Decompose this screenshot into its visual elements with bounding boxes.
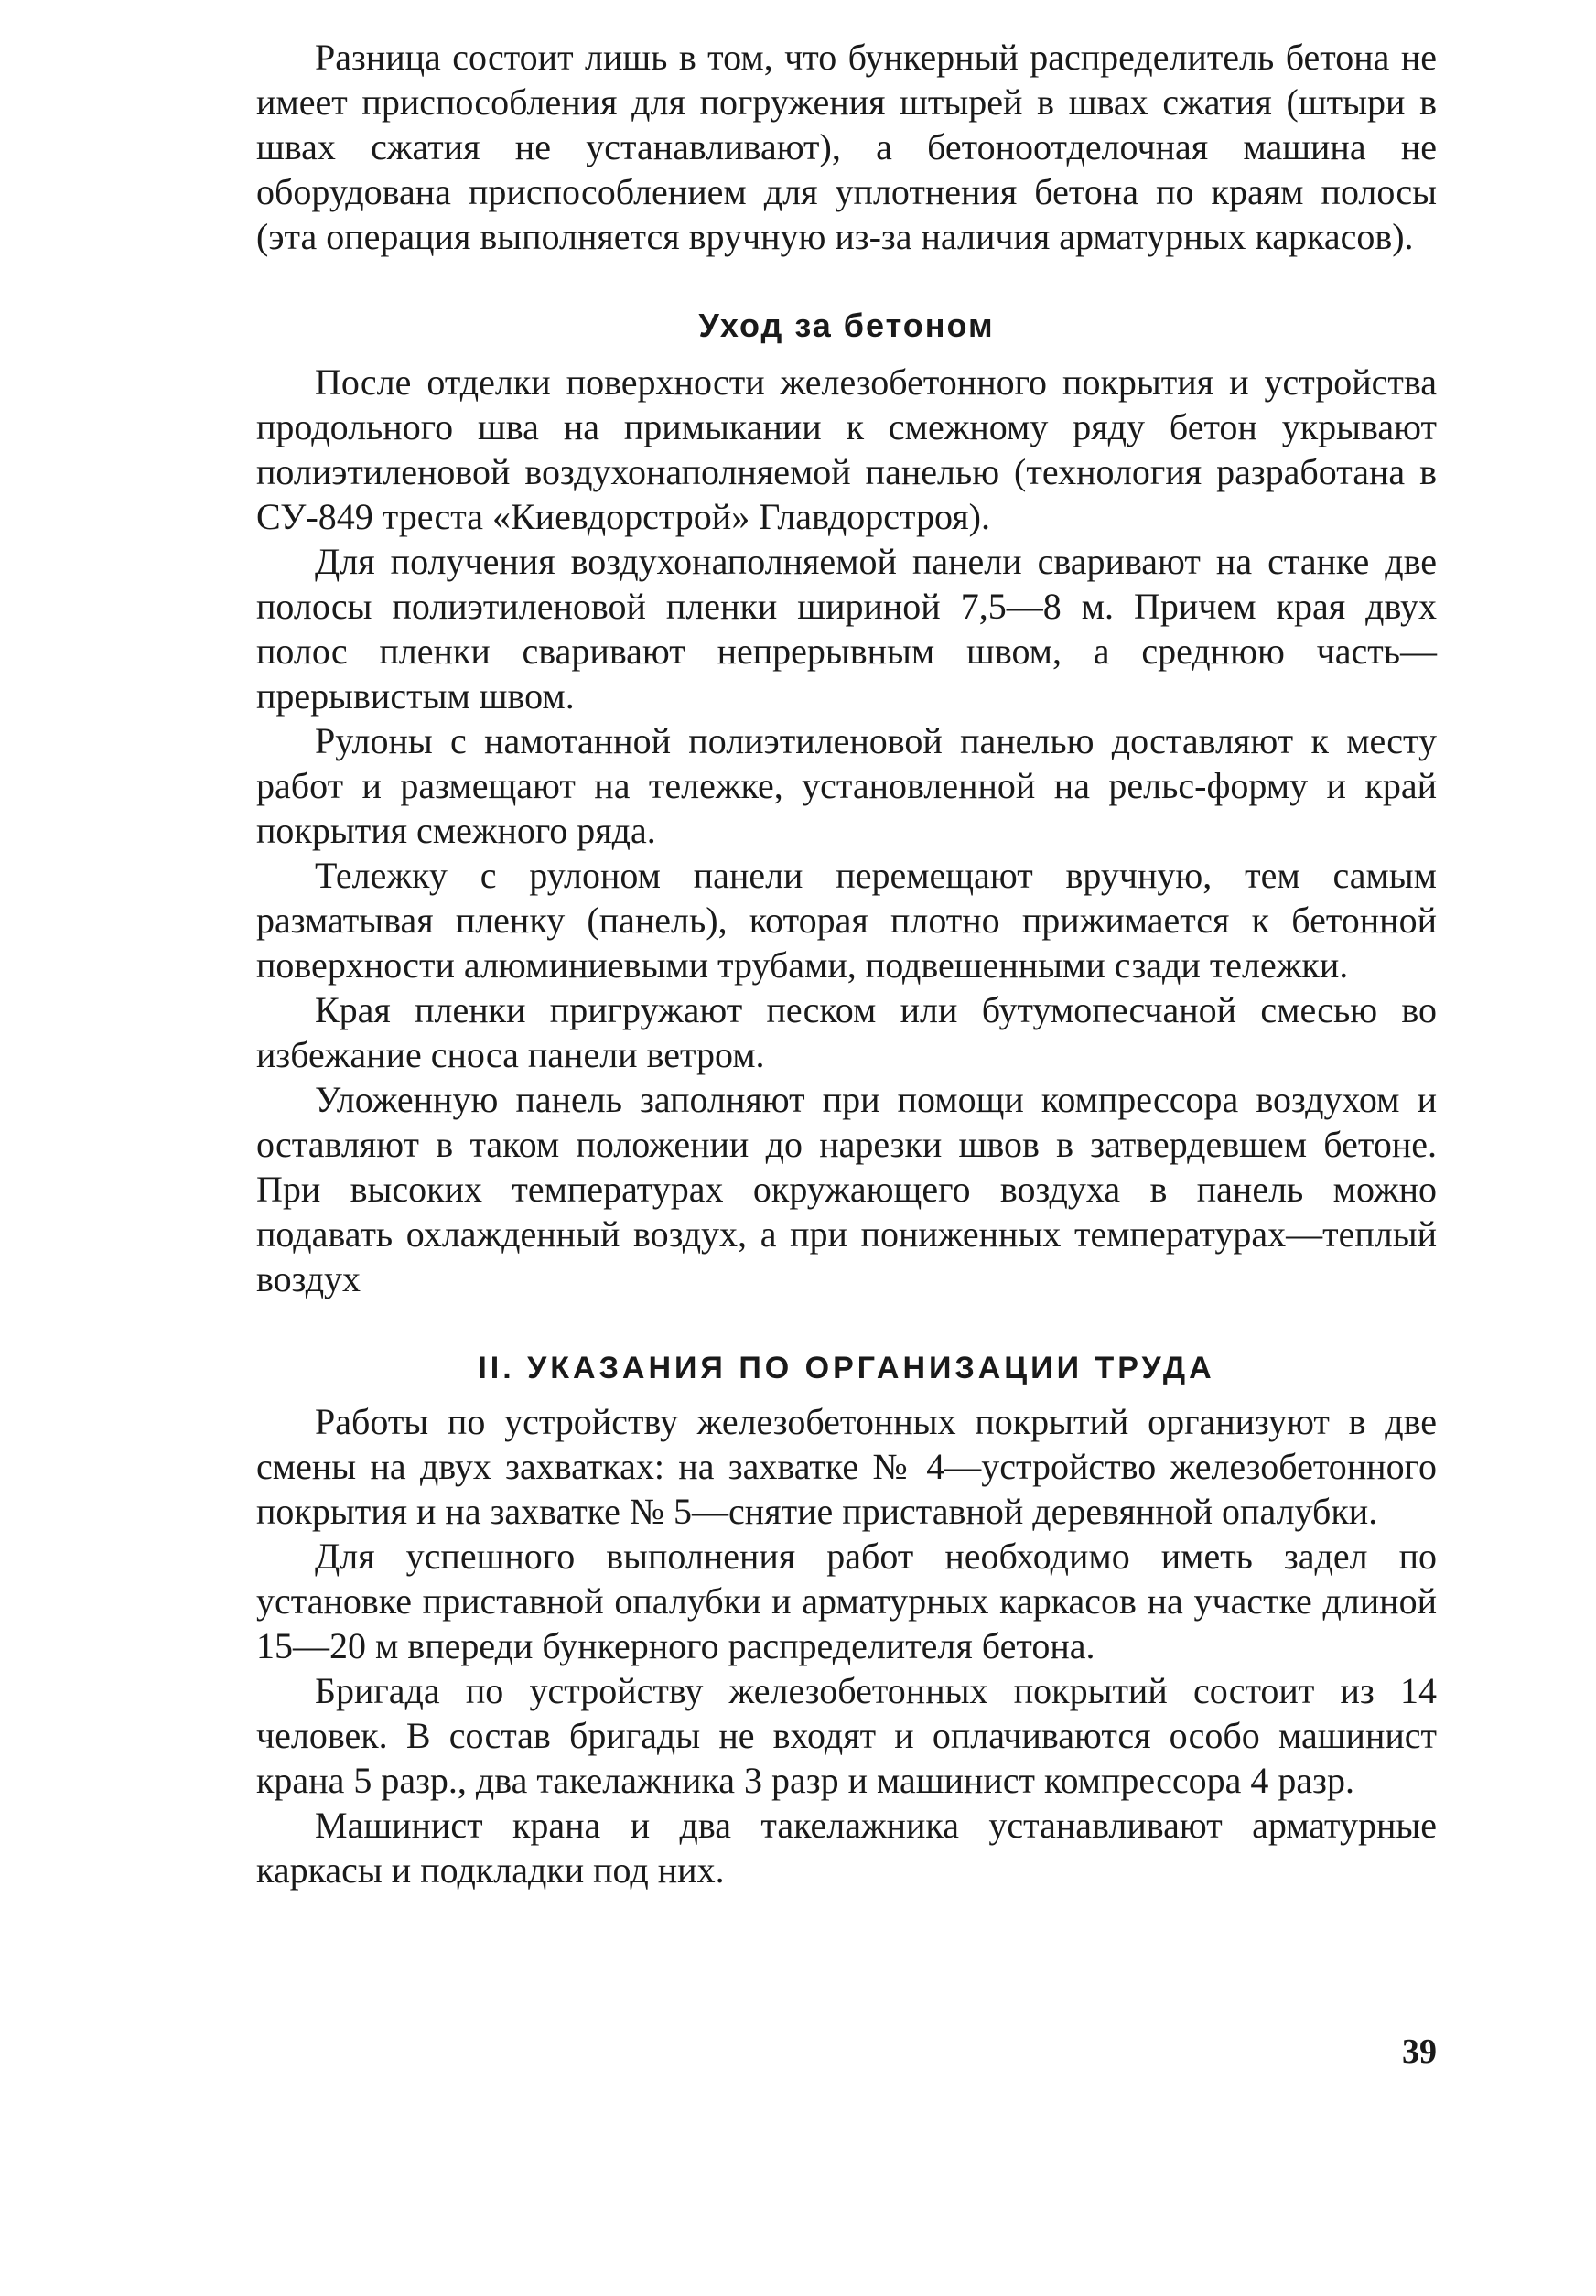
paragraph: Работы по устройству железобетонных покрытий организуют в две смены на двух захватках: на захватке № 4—устройство железобетонного покрытия и на захватке № 5—снятие приставной деревянной опалубки. xyxy=(256,1401,1437,1532)
intro-paragraph: Разница состоит лишь в том, что бункерный распределитель бетона не имеет приспособления для погружения штырей в швах сжатия (штыри в швах сжатия не устанавливают), а бетоноотделочная машина не оборудована приспособлением для уплотнения бетона по краям полосы (эта операция выполняется вручную из-за наличия арматурных каркасов). xyxy=(256,37,1437,257)
paragraph: Рулоны с намотанной полиэтиленовой панелью доставляют к месту работ и размещают на тележке, установленной на рельс-форму и край покрытия смежного ряда. xyxy=(256,720,1437,851)
paragraph: Машинист крана и два такелажника устанавливают арматурные каркасы и подкладки под них. xyxy=(256,1805,1437,1891)
paragraph: Тележку с рулоном панели перемещают вручную, тем самым разматывая пленку (панель), которая плотно прижимается к бетонной поверхности алюминиевыми трубами, подвешенными сзади тележки. xyxy=(256,855,1437,986)
page-number: 39 xyxy=(1402,2032,1437,2071)
paragraph: Для получения воздухонаполняемой панели сваривают на станке две полосы полиэтиленовой пленки шириной 7,5—8 м. Причем края двух полос пленки сваривают непрерывным швом, а среднюю часть—прерывистым швом. xyxy=(256,541,1437,717)
section-heading-concrete-care: Уход за бетоном xyxy=(698,307,995,344)
paragraph: После отделки поверхности железобетонного покрытия и устройства продольного шва на примыкании к смежному ряду бетон укрывают полиэтиленовой воздухонаполняемой панелью (технология разработана в СУ-849 треста «Киевдорстрой» Главдорстроя). xyxy=(256,361,1437,537)
paragraph: Для успешного выполнения работ необходимо иметь задел по установке приставной опалубки и арматурных каркасов на участке длиной 15—20 м впереди бункерного распределителя бетона. xyxy=(256,1536,1437,1666)
paragraph: Бригада по устройству железобетонных покрытий состоит из 14 человек. В состав бригады не входят и оплачиваются особо машинист крана 5 разр., два такелажника 3 разр и машинист компрессора 4 разр. xyxy=(256,1670,1437,1801)
section-heading-labor-organization: II. УКАЗАНИЯ ПО ОРГАНИЗАЦИИ ТРУДА xyxy=(478,1351,1215,1385)
paragraph: Края пленки пригружают песком или бутумопесчаной смесью во избежание сноса панели ветром. xyxy=(256,989,1437,1075)
document-page xyxy=(256,35,1437,1892)
paragraph: Уложенную панель заполняют при помощи компрессора воздухом и оставляют в таком положении до нарезки швов в затвердевшем бетоне. При высоких температурах окружающего воздуха в панель можно подавать охлажденный воздух, а при пониженных температурах—теплый воздух xyxy=(256,1079,1437,1299)
